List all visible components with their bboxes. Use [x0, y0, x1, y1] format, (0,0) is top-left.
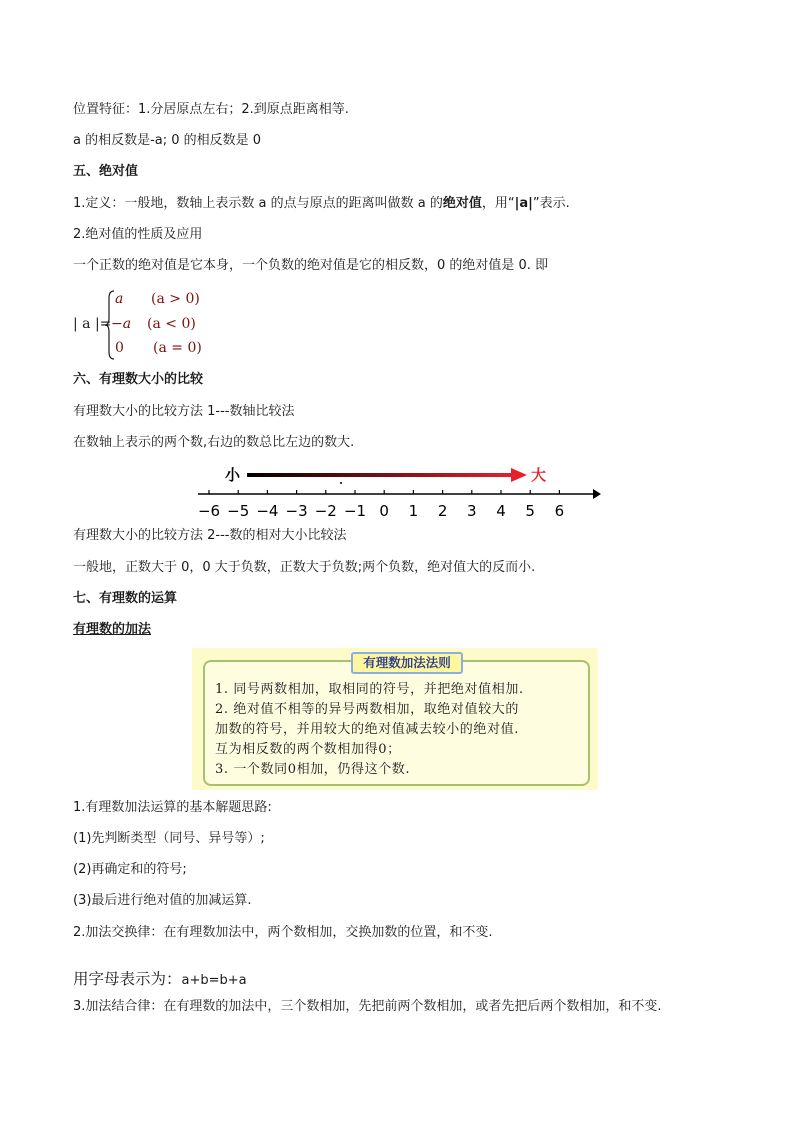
commutative-formula-line: [73, 970, 247, 990]
comparison-method-2-text: 一般地，正数大于 0，0 大于负数，正数大于负数;两个负数，绝对值大的反而小.: [73, 560, 536, 575]
tick-label: −6: [197, 502, 221, 520]
tick-label: 5: [525, 502, 535, 520]
letters-label: 用字母表示为：: [73, 970, 182, 988]
direction-arrow-head: [511, 468, 527, 482]
tick-label: 4: [496, 502, 506, 520]
comparison-method-2: 有理数大小的比较方法 2---数的相对大小比较法: [73, 528, 347, 543]
rule-line-2: 2. 绝对值不相等的异号两数相加，取绝对值较大的: [215, 702, 519, 717]
addition-rules-frame: [203, 655, 590, 786]
addition-rules-title: 有理数加法法则: [351, 652, 463, 674]
absolute-value-definition: [73, 195, 570, 213]
tick-label: 2: [437, 502, 448, 520]
formula-value-3: 0: [115, 340, 124, 356]
addition-step-2: (2)再确定和的符号;: [73, 862, 187, 877]
definition-middle: ，用“: [481, 196, 515, 211]
tick-label: −5: [227, 502, 250, 520]
tick-label: −2: [314, 502, 337, 520]
absolute-value-formula: [73, 288, 233, 362]
number-line: [195, 460, 605, 524]
section-heading-comparison: 六、有理数大小的比较: [73, 372, 204, 387]
addition-rules-box: [192, 648, 598, 790]
direction-arrow-shaft: [247, 473, 515, 477]
definition-prefix: 1.定义：一般地，数轴上表示数 a 的点与原点的距离叫做数 a 的: [73, 196, 443, 211]
associative-law: 3.加法结合律：在有理数的加法中，三个数相加，先把前两个数相加，或者先把后两个数相加，和不变.: [73, 999, 662, 1014]
point-marker: [340, 482, 342, 484]
tick-label: 6: [554, 502, 565, 520]
small-label: 小: [225, 466, 241, 484]
axis-arrow-icon: [593, 489, 601, 499]
position-feature-text: 位置特征：1.分居原点左右；2.到原点距离相等.: [73, 102, 349, 117]
addition-step-1: (1)先判断类型（同号、异号等）;: [73, 831, 265, 846]
addition-step-3: (3)最后进行绝对值的加减运算.: [73, 893, 252, 908]
tick-label: −3: [285, 502, 308, 520]
comparison-method-1-text: 在数轴上表示的两个数,右边的数总比左边的数大.: [73, 435, 355, 450]
section-heading-absolute-value: 五、绝对值: [73, 164, 139, 179]
formula-condition-3: (a = 0): [153, 340, 202, 356]
rule-line-5: 3. 一个数同0相加，仍得这个数.: [215, 762, 411, 777]
section-heading-operations: 七、有理数的运算: [73, 591, 178, 606]
definition-term: 绝对值: [442, 196, 482, 211]
tick-label: 3: [467, 502, 477, 520]
tick-label: 0: [379, 502, 389, 520]
rule-line-1: 1. 同号两数相加，取相同的符号，并把绝对值相加.: [215, 682, 524, 697]
tick-label: 1: [408, 502, 419, 520]
formula-condition-1: (a > 0): [151, 291, 200, 307]
rule-line-3: 加数的符号，并用较大的绝对值减去较小的绝对值.: [215, 722, 519, 737]
formula-lhs: | a |=: [73, 316, 112, 332]
formula-value-1: a: [115, 291, 124, 307]
addition-steps-title: 1.有理数加法运算的基本解题思路:: [73, 800, 272, 815]
formula-value-2: −a: [111, 316, 132, 332]
comparison-method-1: 有理数大小的比较方法 1---数轴比较法: [73, 404, 295, 419]
definition-suffix: ”表示.: [532, 196, 570, 211]
tick-label: −1: [343, 502, 367, 520]
absolute-symbol: |a|: [514, 196, 533, 211]
formula-condition-2: (a < 0): [147, 316, 196, 332]
addition-subheading: 有理数的加法: [73, 622, 152, 637]
properties-title: 2.绝对值的性质及应用: [73, 227, 203, 242]
tick-label: −4: [256, 502, 279, 520]
big-label: 大: [531, 466, 547, 484]
commutative-formula: a+b=b+a: [181, 973, 247, 988]
rule-line-4: 互为相反数的两个数相加得0；: [215, 742, 401, 757]
opposite-definition-text: a 的相反数是-a; 0 的相反数是 0: [73, 133, 262, 148]
commutative-law: 2.加法交换律：在有理数加法中，两个数相加，交换加数的位置，和不变.: [73, 925, 493, 940]
properties-text: 一个正数的绝对值是它本身，一个负数的绝对值是它的相反数，0 的绝对值是 0. 即: [73, 258, 549, 273]
